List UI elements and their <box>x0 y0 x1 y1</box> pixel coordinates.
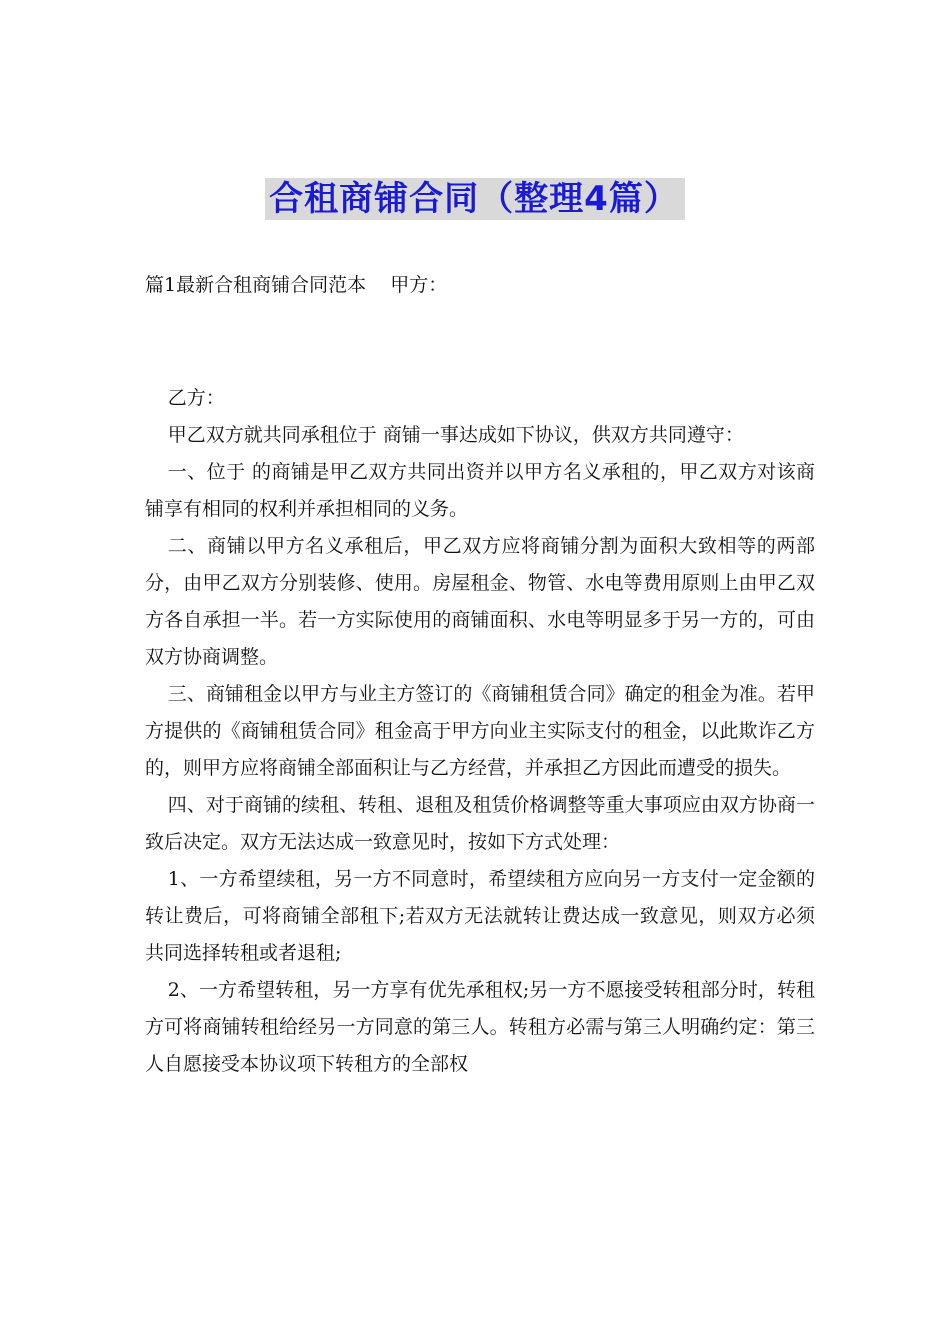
section-heading: 篇1最新合租商铺合同范本 甲方： <box>145 274 448 296</box>
paragraph: 乙方： <box>167 387 225 409</box>
paragraph: 三、商铺租金以甲方与业主方签订的《商铺租赁合同》确定的租金为准。若甲方提供的《商铺租赁合同》租金高于甲方向业主实际支付的租金，以此欺诈乙方的，则甲方应将商铺全部面积让与乙方经营，并承担乙方因此而遭受的损失。 <box>145 683 815 779</box>
document-body <box>145 380 815 1083</box>
paragraph: 2、一方希望转租，另一方享有优先承租权;另一方不愿接受转租部分时，转租方可将商铺转租给经另一方同意的第三人。转租方必需与第三人明确约定：第三人自愿接受本协议项下转租方的全部权 <box>145 979 815 1075</box>
paragraph: 二、商铺以甲方名义承租后，甲乙双方应将商铺分割为面积大致相等的两部分，由甲乙双方分别装修、使用。房屋租金、物管、水电等费用原则上由甲乙双方各自承担一半。若一方实际使用的商铺面积、水电等明显多于另一方的，可由双方协商调整。 <box>145 535 815 668</box>
paragraph: 一、位于 的商铺是甲乙双方共同出资并以甲方名义承租的，甲乙双方对该商铺享有相同的权利并承担相同的义务。 <box>145 461 815 520</box>
paragraph: 1、一方希望续租，另一方不同意时，希望续租方应向另一方支付一定金额的转让费后，可将商铺全部租下;若双方无法就转让费达成一致意见，则双方必须共同选择转租或者退租; <box>145 868 815 964</box>
paragraph: 甲乙双方就共同承租位于 商铺一事达成如下协议，供双方共同遵守： <box>167 424 744 446</box>
paragraph: 四、对于商铺的续租、转租、退租及租赁价格调整等重大事项应由双方协商一致后决定。双方无法达成一致意见时，按如下方式处理： <box>145 794 815 853</box>
title-container <box>0 178 950 220</box>
document-title: 合租商铺合同（整理4篇） <box>265 178 685 220</box>
